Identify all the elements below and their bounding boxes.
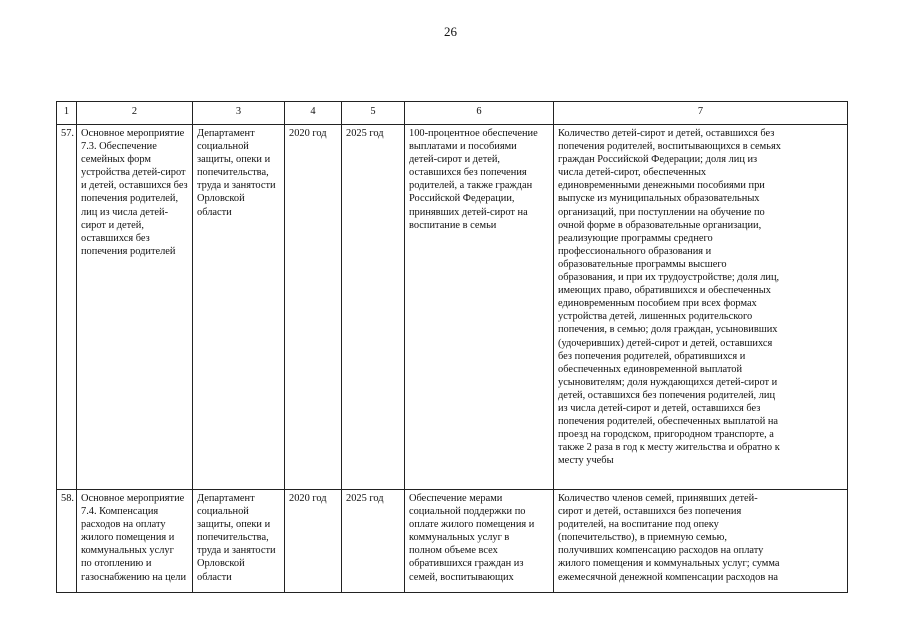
column-header-6: 6 xyxy=(405,102,554,125)
page-number: 26 xyxy=(444,24,457,39)
start-year: 2020 год xyxy=(285,490,342,593)
column-header-1: 1 xyxy=(57,102,77,125)
column-header-3: 3 xyxy=(193,102,285,125)
column-header-5: 5 xyxy=(342,102,405,125)
program-measures-table xyxy=(56,101,848,593)
row-number: 58. xyxy=(57,490,77,593)
indicators: Количество детей-сирот и детей, оставшихся без попечения родителей, воспитывающихся в семьях граждан Российской Федерации; доля лиц из числа детей-сирот, обеспеченных единовременными денежными пособиями при выпуске из муниципальных образовательных организаций, при поступлении на обучение по очной форме в образовательные организации, реализующие программы среднего профессионального образования и образовательные программы высшего образования, и при их трудоустройстве; доля лиц, имеющих право, обратившихся и обеспеченных единовременным пособием при всех формах устройства детей, лишенных родительского попечения, в семью; доля граждан, усыновивших (удочеривших) детей-сирот и детей, оставшихся без попечения родителей, обратившихся и обеспеченных единовременной выплатой усыновителям; доля нуждающихся детей-сирот и детей, оставшихся без попечения родителей, лиц из числа детей-сирот и детей, оставшихся без попечения родителей, обеспеченных выплатой на проезд на городском, пригородном транспорте, а также 2 раза в год к месту жительства и обратно к месту учебы xyxy=(554,125,848,490)
column-header-4: 4 xyxy=(285,102,342,125)
end-year: 2025 год xyxy=(342,125,405,490)
expected-result: Обеспечение мерами социальной поддержки по оплате жилого помещения и коммунальных услуг в полном объеме всех обратившихся граждан из семей, воспитывающих xyxy=(405,490,554,593)
responsible-executor: Департамент социальной защиты, опеки и попечительства, труда и занятости Орловской области xyxy=(193,490,285,593)
start-year: 2020 год xyxy=(285,125,342,490)
end-year: 2025 год xyxy=(342,490,405,593)
indicators: Количество членов семей, принявших детей- сирот и детей, оставшихся без попечения родителей, на воспитание под опеку (попечительство), в приемную семью, получивших компенсацию расходов на оплату жилого помещения и коммунальных услуг; сумма ежемесячной денежной компенсации расходов на xyxy=(554,490,848,593)
measure-name: Основное мероприятие 7.4. Компенсация расходов на оплату жилого помещения и коммунальных услуг по отоплению и газоснабжению на цели xyxy=(77,490,193,593)
expected-result: 100-процентное обеспечение выплатами и пособиями детей-сирот и детей, оставшихся без попечения родителей, а также граждан Российской Федерации, принявших детей-сирот на воспитание в семьи xyxy=(405,125,554,490)
table-row xyxy=(57,125,848,490)
measure-name: Основное мероприятие 7.3. Обеспечение семейных форм устройства детей-сирот и детей, оставшихся без попечения родителей, лиц из числа детей- сирот и детей, оставшихся без попечения родителей xyxy=(77,125,193,490)
table-header-row xyxy=(57,102,848,125)
row-number: 57. xyxy=(57,125,77,490)
column-header-7: 7 xyxy=(554,102,848,125)
column-header-2: 2 xyxy=(77,102,193,125)
table-row xyxy=(57,490,848,593)
responsible-executor: Департамент социальной защиты, опеки и попечительства, труда и занятости Орловской области xyxy=(193,125,285,490)
